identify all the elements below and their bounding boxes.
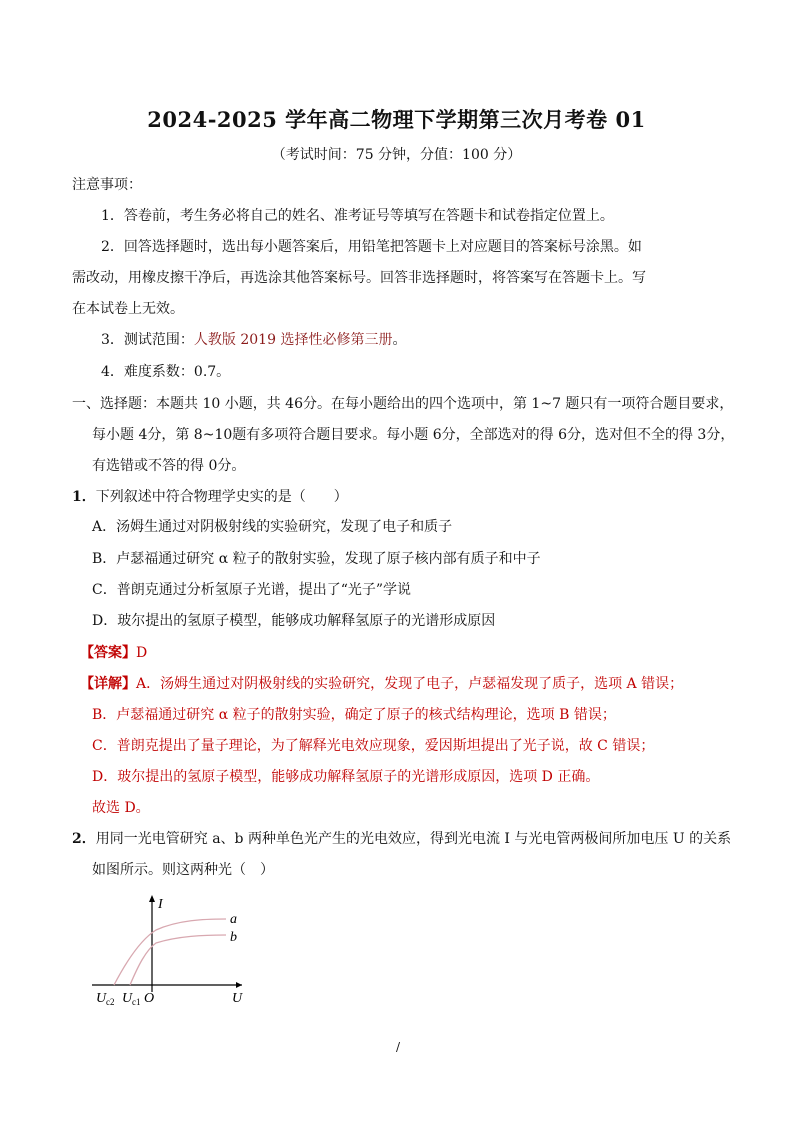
question-1-detail-c: C．普朗克提出了量子理论，为了解释光电效应现象，爱因斯坦提出了光子说，故 C 错误； [92,738,655,754]
answer-label: 【答案】 [80,645,136,661]
question-1-detail-a [80,674,683,694]
notice-heading: 注意事项： [72,177,142,193]
notice-item-2-line-3: 在本试卷上无效。 [72,301,184,317]
question-1-stem [72,487,348,507]
notice-item-2-line-1: 2．回答选择题时，选出每小题答案后，用铅笔把答题卡上对应题目的答案标号涂黑。如 [101,239,642,255]
uc2-label: U [96,991,107,1006]
question-1-detail-d: D．玻尔提出的氢原子模型，能够成功解释氢原子的光谱形成原因，选项 D 正确。 [92,769,600,785]
test-scope: 人教版 2019 选择性必修第三册 [193,332,393,348]
uc2-subscript: c2 [106,997,115,1007]
photoelectric-iu-graph [92,892,264,1012]
page-number: / [396,1040,401,1054]
question-1-number: 1． [72,489,96,505]
page-subtitle: （考试时间：75 分钟，分值：100 分） [271,147,522,163]
notice-item-4: 4．难度系数：0.7。 [101,364,231,380]
section-1-line-3: 有选错或不答的得 0分。 [92,458,246,474]
uc1-label: U [122,991,133,1006]
page-title: 2024-2025 学年高二物理下学期第三次月考卷 01 [147,107,646,132]
question-1-option-c: C．普朗克通过分析氢原子光谱，提出了“光子”学说 [92,582,412,598]
question-2-number: 2． [72,831,96,847]
question-2-text-1: 用同一光电管研究 a、b 两种单色光产生的光电效应，得到光电流 I 与光电管两极间所加电压 U 的关系 [95,831,732,847]
question-2-stem-line-2: 如图所示。则这两种光（ ） [92,862,274,878]
notice-item-3-prefix: 3．测试范围： [101,332,194,348]
notice-item-3-suffix: 。 [392,332,407,348]
section-1-line-2: 每小题 4分，第 8~10题有多项符合题目要求。每小题 6分，全部选对的得 6分，选对但不全的得 3分， [92,427,735,443]
question-1-text: 下列叙述中符合物理学史实的是（ ） [95,489,348,505]
section-1-line-1: 一、选择题：本题共 10 小题，共 46分。在每小题给出的四个选项中，第 1~7 题只有一项符合题目要求， [72,396,734,412]
notice-item-1: 1．答卷前，考生务必将自己的姓名、准考证号等填写在答题卡和试卷指定位置上。 [101,208,614,224]
notice-item-3 [101,330,406,350]
question-1-option-b: B．卢瑟福通过研究 α 粒子的散射实验，发现了原子核内部有质子和中子 [92,551,541,567]
notice-item-2-line-2: 需改动，用橡皮擦干净后，再选涂其他答案标号。回答非选择题时，将答案写在答题卡上。写 [72,270,646,286]
u-axis-arrow [236,982,242,988]
question-1-answer [80,643,147,663]
question-1-option-a: A．汤姆生通过对阴极射线的实验研究，发现了电子和质子 [92,519,453,535]
question-1-conclusion: 故选 D。 [92,800,150,816]
i-axis-arrow [149,895,155,902]
u-axis-label: U [232,991,243,1006]
answer-value: D [136,645,148,661]
curve-b-label: b [230,930,237,945]
detail-a-text: A．汤姆生通过对阴极射线的实验研究，发现了电子，卢瑟福发现了质子，选项 A 错误； [136,676,684,692]
curve-a [114,919,226,985]
uc1-subscript: c1 [132,997,141,1007]
question-1-detail-b: B．卢瑟福通过研究 α 粒子的散射实验，确定了原子的核式结构理论，选项 B 错误； [92,707,616,723]
curve-b [130,935,226,985]
question-1-option-d: D．玻尔提出的氢原子模型，能够成功解释氢原子的光谱形成原因 [92,613,496,629]
origin-label: O [144,991,155,1006]
question-2-stem-line-1 [72,829,731,849]
i-axis-label: I [158,897,163,912]
curve-a-label: a [230,912,237,927]
detail-label: 【详解】 [80,676,136,692]
